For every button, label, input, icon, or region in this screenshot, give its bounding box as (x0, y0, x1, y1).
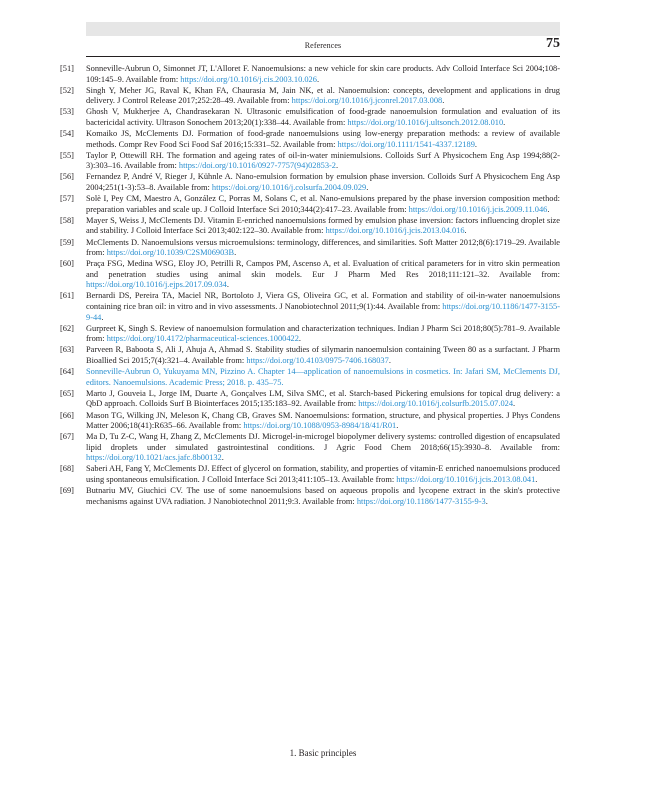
reference-text (86, 486, 560, 507)
reference-citation: Komaiko JS, McClements DJ. Formation of food-grade nanoemulsions using low-energy preparation methods: a review of available methods. Compr Rev Food Sci Food Saf 2016;15:331–52. Available from: (86, 129, 560, 149)
reference-number: [51] (60, 64, 74, 73)
reference-item (60, 129, 560, 150)
reference-doi-link[interactable]: https://doi.org/10.1016/j.ejps.2017.09.034 (86, 280, 227, 290)
reference-text (86, 129, 560, 150)
reference-number: [59] (60, 237, 74, 247)
reference-text (86, 216, 560, 237)
reference-text (86, 464, 560, 485)
reference-text (86, 238, 560, 259)
reference-number: [53] (60, 107, 74, 117)
reference-text (86, 259, 560, 291)
reference-terminator: . (101, 312, 104, 322)
reference-number: [63] (60, 345, 74, 355)
reference-text (86, 389, 560, 410)
reference-citation: Ma D, Tu Z-C, Wang H, Zhang Z, McClements DJ. Microgel-in-microgel biopolymer delivery systems: controlled digestion of encapsulated lipid droplets under simulated gastrointestinal conditions. J Agric Food Chem 2018;66(15):3930–8. Available from: (86, 432, 560, 452)
reference-number: [62] (60, 323, 74, 333)
reference-text (86, 107, 560, 128)
reference-doi-link[interactable]: https://doi.org/10.1016/j.colsurfa.2004.09.029 (211, 183, 367, 193)
reference-text (86, 367, 560, 388)
footer-part-title: 1. Basic principles (289, 748, 357, 758)
reference-item (60, 291, 560, 323)
reference-citation: Bernardi DS, Pereira TA, Maciel NR, Bortoloto J, Viera GS, Oliveira GC, et al. Formation and stability of oil-in-water nanoemulsions containing rice bran oil: in vitro and in vivo assessments. J Nanobiotechnol 2011;9(1):44. Available from: (86, 291, 560, 312)
reference-terminator: . (503, 117, 506, 127)
reference-terminator: . (298, 334, 301, 344)
reference-doi-link[interactable]: https://doi.org/10.4103/0975-7406.168037 (246, 356, 389, 366)
reference-doi-link[interactable]: https://doi.org/10.1186/1477-3155-9-3 (356, 496, 486, 506)
reference-doi-link[interactable]: Sonneville-Aubrun O, Yukuyama MN, Pizzino A. Chapter 14—application of nanoemulsions in cosmetics. In: Jafari SM, McClements DJ, editors. Nanoemulsions. Academic Press; 2018. p. 435–75. (86, 367, 560, 387)
reference-list (60, 64, 560, 508)
reference-terminator: . (388, 356, 391, 366)
reference-number: [65] (60, 388, 74, 398)
reference-item (60, 411, 560, 432)
reference-number: [52] (60, 85, 74, 95)
reference-item (60, 151, 560, 172)
reference-text (86, 64, 560, 85)
reference-item (60, 86, 560, 107)
reference-terminator: . (396, 421, 399, 431)
reference-item (60, 64, 560, 85)
reference-citation: Singh Y, Meher JG, Raval K, Khan FA, Chaurasia M, Jain NK, et al. Nanoemulsion: concepts, development and applications in drug delivery. J Control Release 2017;252:28–49. Available from: (86, 85, 560, 106)
reference-item (60, 238, 560, 259)
reference-doi-link[interactable]: https://doi.org/10.1016/j.jcis.2013.08.041 (396, 475, 536, 485)
reference-number: [56] (60, 172, 74, 182)
reference-doi-link[interactable]: https://doi.org/10.1016/j.jcis.2009.11.046 (408, 204, 548, 214)
reference-terminator: . (234, 248, 237, 258)
reference-citation: Marto J, Gouveia L, Jorge IM, Duarte A, Gonçalves LM, Silva SMC, et al. Starch-based Pickering emulsions for topical drug delivery: a QbD approach. Colloids Surf B Biointerfaces 2015;135:183–92. Available from: (86, 388, 560, 409)
reference-doi-link[interactable]: https://doi.org/10.4172/pharmaceutical-sciences.1000422 (106, 334, 299, 344)
reference-doi-link[interactable]: https://doi.org/10.1016/j.jcis.2013.04.016 (325, 226, 465, 236)
reference-number: [57] (60, 194, 74, 204)
reference-text (86, 411, 560, 432)
reference-citation: Fernandez P, André V, Rieger J, Kühnle A. Nano-emulsion formation by emulsion phase inversion. Colloids Surf A Physicochem Eng Asp 2004;251(1-3):53–8. Available from: (86, 172, 560, 193)
reference-text (86, 345, 560, 366)
reference-item (60, 107, 560, 128)
reference-citation: Praça FSG, Medina WSG, Eloy JO, Petrilli R, Campos PM, Ascenso A, et al. Evaluation of critical parameters for in vitro skin permeation and penetration studies using animal skin models. Eur J Pharm Med Res 2018;111:121–32. Available from: (86, 259, 560, 279)
reference-number: [69] (60, 486, 74, 496)
reference-text (86, 172, 560, 193)
reference-terminator: . (221, 453, 224, 463)
reference-number: [67] (60, 432, 74, 442)
reference-terminator: . (366, 183, 369, 193)
reference-number: [66] (60, 410, 74, 420)
reference-text (86, 432, 560, 464)
reference-doi-link[interactable]: https://doi.org/10.1016/j.cis.2003.10.026 (180, 74, 317, 84)
reference-doi-link[interactable]: https://doi.org/10.1016/j.colsurfb.2015.07.024 (358, 399, 514, 409)
reference-citation: Mason TG, Wilking JN, Meleson K, Chang CB, Graves SM. Nanoemulsions: formation, structure, and physical properties. J Phys Condens Matter 2006;18(41):R635–66. Available from: (86, 410, 560, 431)
reference-citation: Solè I, Pey CM, Maestro A, González C, Porras M, Solans C, et al. Nano-emulsions prepared by the phase inversion composition method: preparation variables and scale up. J Colloid Interface Sci 2010;344(2):417–23. Available from: (86, 194, 560, 214)
reference-terminator: . (316, 74, 320, 84)
reference-item (60, 345, 560, 366)
reference-text (86, 86, 560, 107)
reference-citation: Parveen R, Baboota S, Ali J, Ahuja A, Ahmad S. Stability studies of silymarin nanoemulsion containing Tween 80 as a surfactant. J Pharm Bioallied Sci 2015;7(4):321–4. Available from: (86, 345, 560, 366)
reference-doi-link[interactable]: https://doi.org/10.1021/acs.jafc.8b00132 (86, 453, 222, 463)
reference-citation: Gurpreet K, Singh S. Review of nanoemulsion formulation and characterization techniques. Indian J Pharm Sci 2018;80(5):781–9. Available from: (86, 323, 560, 344)
reference-terminator: . (442, 96, 445, 106)
reference-terminator: . (535, 475, 538, 485)
reference-item (60, 486, 560, 507)
reference-number: [54] (60, 129, 74, 139)
reference-terminator: . (226, 280, 229, 290)
reference-citation: Mayer S, Weiss J, McClements DJ. Vitamin E-enriched nanoemulsions formed by emulsion phase inversion: factors influencing droplet size and stability. J Colloid Interface Sci 2013;402:122–30. Available from: (86, 215, 560, 236)
running-title: References (304, 41, 342, 50)
header-bar (86, 22, 560, 36)
reference-terminator: . (513, 399, 516, 409)
reference-item (60, 432, 560, 464)
reference-terminator: . (464, 226, 467, 236)
reference-doi-link[interactable]: https://doi.org/10.1016/j.ultsonch.2012.08.010 (347, 117, 504, 127)
reference-citation: Sonneville-Aubrun O, Simonnet JT, L'Alloret F. Nanoemulsions: a new vehicle for skin care products. Adv Colloid Interface Sci 2004;108-109:145–9. Available from: (86, 64, 560, 84)
reference-number: [61] (60, 291, 74, 301)
reference-number: [55] (60, 150, 74, 160)
reference-terminator: . (485, 496, 488, 506)
reference-citation: Saberi AH, Fang Y, McClements DJ. Effect of glycerol on formation, stability, and properties of vitamin-E enriched nanoemulsions produced using spontaneous emulsification. J Colloid Interface Sci 2013;411:105–13. Available from: (86, 464, 560, 485)
reference-citation: McClements D. Nanoemulsions versus microemulsions: terminology, differences, and similarities. Soft Matter 2012;8(6):1719–29. Available from: (86, 237, 560, 258)
reference-citation: Taylor P, Ottewill RH. The formation and ageing rates of oil-in-water miniemulsions. Colloids Surf A Physicochem Eng Asp 1994;88(2-3):303–16. Available from: (86, 150, 560, 171)
reference-text (86, 151, 560, 172)
reference-number: [58] (60, 215, 74, 225)
reference-doi-link[interactable]: https://doi.org/10.1186/1477-3155-9-44 (86, 302, 560, 322)
reference-doi-link[interactable]: https://doi.org/10.1088/0953-8984/18/41/R01 (243, 421, 397, 431)
reference-doi-link[interactable]: https://doi.org/10.1039/C2SM06903B (106, 248, 235, 258)
reference-item (60, 172, 560, 193)
reference-text (86, 194, 560, 215)
reference-doi-link[interactable]: https://doi.org/10.1016/0927-7757(94)02853-2 (178, 161, 336, 171)
reference-terminator: . (547, 204, 550, 214)
reference-citation: Butnariu MV, Giuchici CV. The use of some nanoemulsions based on aqueous propolis and lycopene extract in the skin's protective mechanisms against UVA radiation. J Nanobiotechnol 2011;9:3. Available from: (86, 486, 560, 506)
reference-doi-link[interactable]: https://doi.org/10.1111/1541-4337.12189 (337, 139, 475, 149)
reference-terminator: . (336, 161, 339, 171)
reference-number: [64] (60, 367, 74, 377)
reference-text (86, 291, 560, 323)
reference-item (60, 367, 560, 388)
reference-number: [60] (60, 259, 74, 269)
reference-doi-link[interactable]: https://doi.org/10.1016/j.jconrel.2017.03.008 (291, 96, 443, 106)
reference-item (60, 259, 560, 291)
running-head (86, 36, 560, 57)
reference-citation: Ghosh V, Mukherjee A, Chandrasekaran N. Ultrasonic emulsification of food-grade nanoemulsion formulation and evaluation of its bactericidal activity. Ultrason Sonochem 2013;20(1):338–44. Available from: (86, 107, 560, 127)
page-number: 75 (546, 36, 560, 51)
reference-item (60, 324, 560, 345)
reference-item (60, 216, 560, 237)
reference-item (60, 464, 560, 485)
reference-item (60, 389, 560, 410)
reference-item (60, 194, 560, 215)
reference-terminator: . (474, 139, 477, 149)
reference-number: [68] (60, 464, 74, 474)
reference-text (86, 324, 560, 345)
